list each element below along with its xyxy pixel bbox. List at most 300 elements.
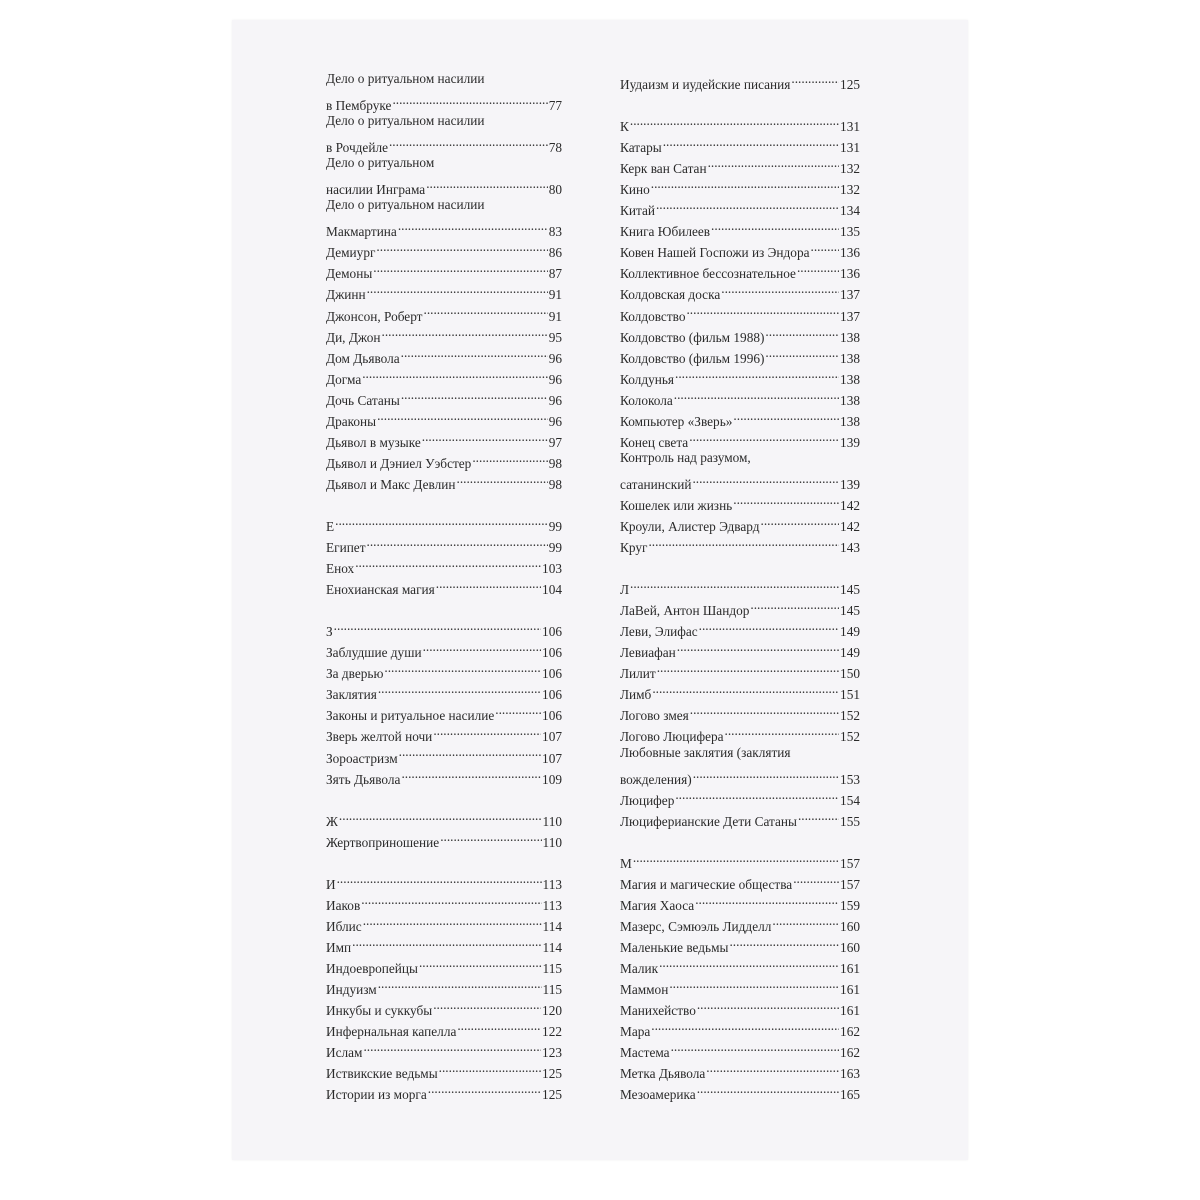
- index-entry-line: Дело о ритуальном: [326, 155, 435, 171]
- dot-leader: [652, 678, 839, 699]
- index-entry: [326, 952, 562, 976]
- dot-leader: [725, 720, 840, 741]
- dot-leader: [367, 278, 548, 299]
- index-entry: [620, 215, 860, 240]
- dot-leader: [699, 615, 839, 636]
- index-entry-title: Л: [620, 582, 630, 598]
- dot-leader: [339, 805, 542, 826]
- index-entry-page: 136: [840, 266, 860, 282]
- dot-leader: [671, 1036, 839, 1057]
- index-entry-page: 149: [840, 624, 860, 640]
- index-entry-page: 106: [542, 666, 562, 682]
- index-entry-title: Логово Люцифера: [620, 729, 724, 745]
- index-entry-title: Дьявол и Дэниел Уэбстер: [326, 455, 472, 471]
- index-entry-page: 152: [840, 708, 860, 724]
- index-entry-title: вожделения): [620, 771, 692, 787]
- index-entry-title: ЛаВей, Антон Шандор: [620, 603, 750, 619]
- index-entry-title: Манихейство: [620, 1003, 696, 1019]
- index-entry-title: Инфернальная капелла: [326, 1024, 457, 1040]
- index-entry: [620, 847, 860, 871]
- index-entry-page: 162: [840, 1024, 860, 1040]
- index-entry-page: 114: [542, 939, 562, 955]
- index-entry-title: Логово змея: [620, 708, 689, 724]
- index-entry-title: Катары: [620, 140, 662, 156]
- index-entry-page: 154: [840, 792, 860, 808]
- index-entry-title: в Пембруке: [326, 98, 392, 114]
- index-entry-page: 99: [548, 540, 562, 556]
- index-entry-page: 95: [548, 329, 562, 345]
- index-entry: [326, 889, 562, 913]
- index-entry-title: Колдовство: [620, 308, 686, 324]
- index-entry-page: 157: [840, 855, 860, 871]
- index-entry-title: М: [620, 855, 632, 871]
- dot-leader: [674, 384, 839, 405]
- index-entry-title: Инкубы и суккубы: [326, 1003, 433, 1019]
- index-entry: [326, 868, 562, 892]
- index-entry: [620, 678, 860, 703]
- index-entry-page: 134: [840, 203, 860, 219]
- index-entry-title: Дьявол и Макс Девлин: [326, 476, 456, 492]
- dot-leader: [692, 468, 839, 489]
- index-entry-page: 150: [840, 666, 860, 682]
- index-entry-title: Демиург: [326, 245, 376, 261]
- index-entry-page: 122: [542, 1024, 562, 1040]
- index-entry-title: Коллективное бессознательное: [620, 266, 796, 282]
- index-entry: [620, 68, 860, 92]
- dot-leader: [361, 889, 541, 910]
- dot-leader: [337, 868, 542, 889]
- dot-leader: [711, 215, 839, 236]
- dot-leader: [797, 257, 839, 278]
- index-entry: [326, 826, 562, 850]
- dot-leader: [433, 994, 541, 1015]
- dot-leader: [378, 678, 541, 699]
- dot-leader: [648, 531, 839, 552]
- index-entry-page: 106: [542, 645, 562, 661]
- index-entry-page: 155: [840, 813, 860, 829]
- dot-leader: [457, 1015, 541, 1036]
- index-entry-title: Лимб: [620, 687, 652, 703]
- dot-leader: [378, 973, 542, 994]
- index-entry-title: Ж: [326, 813, 338, 829]
- index-entry-title: Люциферианские Дети Сатаны: [620, 813, 797, 829]
- index-entry-page: 125: [542, 1087, 562, 1103]
- dot-leader: [686, 300, 839, 321]
- dot-leader: [334, 615, 541, 636]
- index-entry-title: Демоны: [326, 266, 373, 282]
- index-entry-page: 98: [548, 476, 562, 492]
- index-entry: [620, 763, 860, 787]
- dot-leader: [708, 152, 839, 173]
- index-entry: [326, 931, 562, 955]
- dot-leader: [793, 868, 839, 889]
- dot-leader: [377, 405, 548, 426]
- index-entry: [326, 173, 562, 198]
- index-entry-title: Е: [326, 518, 335, 534]
- index-entry: [620, 699, 860, 724]
- index-entry-page: 138: [840, 413, 860, 429]
- index-entry: [326, 363, 562, 387]
- dot-leader: [352, 931, 541, 952]
- dot-leader: [630, 573, 839, 594]
- index-entry-title: Мара: [620, 1024, 651, 1040]
- index-entry-title: Левиафан: [620, 645, 676, 661]
- index-entry-line: Любовные заклятия (заклятия: [620, 744, 791, 760]
- dot-leader: [697, 1078, 839, 1099]
- index-entry-page: 160: [840, 918, 860, 934]
- index-entry-line: Дело о ритуальном насилии: [326, 197, 485, 213]
- dot-leader: [433, 720, 541, 741]
- dot-leader: [656, 194, 839, 215]
- dot-leader: [399, 742, 541, 763]
- dot-leader: [689, 426, 839, 447]
- index-entry-title: Керк ван Сатан: [620, 161, 707, 177]
- index-entry-page: 115: [542, 960, 562, 976]
- index-entry-title: Заблудшие души: [326, 645, 422, 661]
- index-entry: [326, 531, 562, 556]
- index-entry-title: Мастема: [620, 1045, 670, 1061]
- dot-leader: [401, 384, 548, 405]
- dot-leader: [423, 636, 541, 657]
- dot-leader: [798, 805, 839, 826]
- index-entry-page: 138: [840, 350, 860, 366]
- dot-leader: [389, 131, 548, 152]
- index-entry-page: 145: [840, 603, 860, 619]
- dot-leader: [398, 215, 548, 236]
- dot-leader: [367, 531, 548, 552]
- index-entry-page: 132: [840, 161, 860, 177]
- index-entry-title: Колокола: [620, 392, 673, 408]
- index-entry-page: 161: [840, 960, 860, 976]
- index-entry-title: Джинн: [326, 287, 366, 303]
- index-entry-title: Кино: [620, 182, 650, 198]
- index-entry-page: 83: [548, 224, 562, 240]
- index-entry-title: Зверь желтой ночи: [326, 729, 433, 745]
- index-entry-page: 142: [840, 518, 860, 534]
- dot-leader: [363, 910, 542, 931]
- index-entry: [620, 110, 860, 135]
- dot-leader: [721, 278, 839, 299]
- dot-leader: [677, 636, 839, 657]
- index-entry-page: 135: [840, 224, 860, 240]
- index-entry-page: 132: [840, 182, 860, 198]
- index-entry-title: Магия и магические общества: [620, 876, 793, 892]
- index-entry: [326, 215, 562, 240]
- dot-leader: [426, 173, 548, 194]
- index-entry-page: 165: [840, 1087, 860, 1103]
- dot-leader: [401, 763, 541, 784]
- index-entry-page: 97: [548, 434, 562, 450]
- index-entry: [620, 1036, 860, 1061]
- index-entry-page: 80: [548, 182, 562, 198]
- index-entry-title: Иствикские ведьмы: [326, 1066, 438, 1082]
- index-entry: [326, 131, 562, 156]
- index-entry-page: 131: [840, 119, 860, 135]
- index-entry: [620, 173, 860, 198]
- index-entry-title: Заклятия: [326, 687, 377, 703]
- index-entry-page: 110: [542, 834, 562, 850]
- index-entry-page: 163: [840, 1066, 860, 1082]
- index-column-right: [620, 68, 860, 1103]
- index-column-left: [326, 68, 562, 1103]
- index-entry-title: Дочь Сатаны: [326, 392, 400, 408]
- dot-leader: [401, 342, 548, 363]
- index-entry-page: 136: [840, 245, 860, 261]
- index-entry-title: Мезоамерика: [620, 1087, 696, 1103]
- dot-leader: [697, 994, 839, 1015]
- index-entry-title: Метка Дьявола: [620, 1066, 706, 1082]
- index-entry-title: Ди, Джон: [326, 329, 381, 345]
- dot-leader: [392, 89, 547, 110]
- dot-leader: [376, 236, 547, 257]
- index-entry: [326, 636, 562, 661]
- index-entry-page: 107: [542, 750, 562, 766]
- index-entry: [326, 552, 562, 577]
- index-entry-page: 110: [542, 813, 562, 829]
- index-entry: [326, 384, 562, 408]
- index-entry-title: Магия Хаоса: [620, 897, 695, 913]
- index-entry-page: 115: [542, 982, 562, 998]
- index-entry-title: в Рочдейле: [326, 140, 388, 156]
- dot-leader: [419, 952, 542, 973]
- index-entry-page: 137: [840, 287, 860, 303]
- dot-leader: [693, 763, 839, 784]
- index-entry-title: Драконы: [326, 413, 377, 429]
- index-entry: [620, 573, 860, 598]
- index-entry-page: 138: [840, 329, 860, 345]
- index-entry-title: Мазерс, Сэмюэль Лидделл: [620, 918, 772, 934]
- dot-leader: [422, 426, 548, 447]
- dot-leader: [706, 1057, 839, 1078]
- dot-leader: [733, 405, 839, 426]
- index-entry: [326, 910, 562, 934]
- index-entry: [620, 868, 860, 892]
- index-entry-title: Зять Дьявола: [326, 771, 401, 787]
- index-entry-title: Лилит: [620, 666, 656, 682]
- dot-leader: [373, 257, 547, 278]
- index-entry-page: 98: [548, 455, 562, 471]
- dot-leader: [772, 910, 839, 931]
- index-entry-title: Малик: [620, 960, 659, 976]
- dot-leader: [733, 489, 839, 510]
- index-entry-page: 159: [840, 897, 860, 913]
- index-entry-page: 120: [542, 1003, 562, 1019]
- dot-leader: [633, 847, 839, 868]
- index-entry-title: Истории из морга: [326, 1087, 427, 1103]
- index-entry-page: 123: [542, 1045, 562, 1061]
- dot-leader: [729, 931, 839, 952]
- index-entry-title: Колдовство (фильм 1996): [620, 350, 765, 366]
- index-entry: [326, 573, 562, 598]
- book-page: [232, 20, 968, 1160]
- index-entry-title: Колдовство (фильм 1988): [620, 329, 765, 345]
- index-entry-page: 139: [840, 434, 860, 450]
- index-entry-page: 113: [542, 876, 562, 892]
- index-entry-page: 96: [548, 350, 562, 366]
- index-entry-title: Енохианская магия: [326, 582, 435, 598]
- index-entry-title: Индуизм: [326, 982, 377, 998]
- index-entry-title: Маммон: [620, 982, 669, 998]
- index-entry-page: 161: [840, 982, 860, 998]
- dot-leader: [761, 510, 840, 531]
- index-entry-page: 107: [542, 729, 562, 745]
- index-entry-page: 106: [542, 708, 562, 724]
- dot-leader: [424, 300, 548, 321]
- dot-leader: [663, 131, 839, 152]
- index-entry-page: 145: [840, 582, 860, 598]
- index-entry: [620, 657, 860, 682]
- index-entry-title: Имп: [326, 939, 352, 955]
- index-entry-page: 125: [840, 77, 860, 92]
- index-entry-line: Контроль над разумом,: [620, 449, 751, 465]
- index-entry: [326, 805, 562, 829]
- index-entry: [620, 594, 860, 619]
- index-entry-title: Индоевропейцы: [326, 960, 418, 976]
- dot-leader: [363, 1036, 541, 1057]
- index-entry-page: 143: [840, 540, 860, 556]
- index-entry-title: Макмартина: [326, 224, 397, 240]
- index-entry-title: Компьютер «Зверь»: [620, 413, 733, 429]
- index-entry-line: Дело о ритуальном насилии: [326, 71, 485, 86]
- dot-leader: [362, 363, 547, 384]
- dot-leader: [436, 573, 541, 594]
- index-entry-title: Люцифер: [620, 792, 675, 808]
- index-entry-page: 137: [840, 308, 860, 324]
- dot-leader: [675, 784, 839, 805]
- dot-leader: [690, 699, 839, 720]
- dot-leader: [657, 657, 839, 678]
- dot-leader: [695, 889, 839, 910]
- index-entry-page: 99: [548, 518, 562, 534]
- index-entry-page: 157: [840, 876, 860, 892]
- index-entry: [620, 531, 860, 556]
- index-entry-line: Дело о ритуальном насилии: [326, 113, 485, 129]
- dot-leader: [659, 952, 839, 973]
- index-entry-title: Книга Юбилеев: [620, 224, 711, 240]
- index-entry-page: 114: [542, 918, 562, 934]
- index-entry-title: Кроули, Алистер Эдвард: [620, 518, 760, 534]
- index-entry-title: Леви, Элифас: [620, 624, 698, 640]
- dot-leader: [384, 657, 541, 678]
- dot-leader: [669, 973, 839, 994]
- index-entry-page: 87: [548, 266, 562, 282]
- index-entry-page: 161: [840, 1003, 860, 1019]
- index-entry-title: насилии Инграма: [326, 182, 426, 198]
- index-entry-page: 96: [548, 392, 562, 408]
- index-entry-page: 142: [840, 497, 860, 513]
- index-entry-title: Законы и ритуальное насилие: [326, 708, 495, 724]
- index-entry-page: 106: [542, 624, 562, 640]
- index-entry-page: 104: [542, 582, 562, 598]
- index-entry-title: Дом Дьявола: [326, 350, 400, 366]
- index-entry-title: Конец света: [620, 434, 689, 450]
- index-entry-title: Догма: [326, 371, 362, 387]
- dot-leader: [335, 510, 548, 531]
- index-entry-title: сатанинский: [620, 476, 692, 492]
- index-entry-page: 162: [840, 1045, 860, 1061]
- index-entry-title: И: [326, 876, 336, 892]
- dot-leader: [750, 594, 839, 615]
- dot-leader: [811, 236, 840, 257]
- index-entry-title: Иаков: [326, 897, 361, 913]
- dot-leader: [440, 826, 541, 847]
- index-entry-title: З: [326, 624, 333, 640]
- index-entry-title: Египет: [326, 540, 366, 556]
- index-entry-page: 152: [840, 729, 860, 745]
- index-entry-title: Иблис: [326, 918, 362, 934]
- dot-leader: [457, 468, 548, 489]
- index-entry-title: Джонсон, Роберт: [326, 308, 423, 324]
- index-entry-title: Енох: [326, 561, 355, 577]
- index-entry-title: Круг: [620, 540, 648, 556]
- index-entry-page: 96: [548, 371, 562, 387]
- index-entry-page: 138: [840, 392, 860, 408]
- index-entry-page: 91: [548, 308, 562, 324]
- index-entry: [620, 194, 860, 219]
- index-entry-title: Дьявол в музыке: [326, 434, 421, 450]
- index-entry-page: 78: [548, 140, 562, 156]
- index-entry-title: Жертвоприношение: [326, 834, 440, 850]
- index-entry-title: Колдовская доска: [620, 287, 721, 303]
- index-entry-page: 151: [840, 687, 860, 703]
- index-entry-page: 103: [542, 561, 562, 577]
- index-entry-title: Ислам: [326, 1045, 363, 1061]
- dot-leader: [495, 699, 541, 720]
- index-entry-page: 109: [542, 771, 562, 787]
- index-entry: [620, 131, 860, 156]
- dot-leader: [651, 1015, 839, 1036]
- index-entry-page: 160: [840, 939, 860, 955]
- index-entry-page: 153: [840, 771, 860, 787]
- dot-leader: [675, 363, 839, 384]
- index-entry-page: 91: [548, 287, 562, 303]
- dot-leader: [765, 342, 839, 363]
- dot-leader: [630, 110, 839, 131]
- dot-leader: [428, 1078, 541, 1099]
- index-entry-page: 125: [542, 1066, 562, 1082]
- dot-leader: [472, 447, 547, 468]
- index-entry-page: 138: [840, 371, 860, 387]
- dot-leader: [439, 1057, 541, 1078]
- index-entry-page: 149: [840, 645, 860, 661]
- index-entry-title: Ковен Нашей Госпожи из Эндора: [620, 245, 810, 261]
- index-entry-title: Колдунья: [620, 371, 675, 387]
- index-entry-page: 113: [542, 897, 562, 913]
- index-entry-page: 139: [840, 476, 860, 492]
- index-entry-title: К: [620, 119, 629, 135]
- index-entry-page: 77: [548, 98, 562, 114]
- index-entry: [326, 615, 562, 640]
- index-entry: [620, 1015, 860, 1040]
- index-entry-title: Маленькие ведьмы: [620, 939, 729, 955]
- dot-leader: [651, 173, 839, 194]
- dot-leader: [355, 552, 541, 573]
- index-entry-page: 86: [548, 245, 562, 261]
- index-entry-title: Китай: [620, 203, 655, 219]
- dot-leader: [765, 321, 839, 342]
- dot-leader: [382, 321, 548, 342]
- index-entry-title: Иудаизм и иудейские писания: [620, 77, 791, 92]
- index-entry: [326, 510, 562, 534]
- index-entry: [620, 468, 860, 492]
- dot-leader: [791, 68, 839, 89]
- index-entry: [326, 89, 562, 114]
- index-entry-title: Зороастризм: [326, 750, 398, 766]
- index-entry-page: 106: [542, 687, 562, 703]
- index-entry-title: Кошелек или жизнь: [620, 497, 733, 513]
- index-entry-page: 96: [548, 413, 562, 429]
- index-entry-page: 131: [840, 140, 860, 156]
